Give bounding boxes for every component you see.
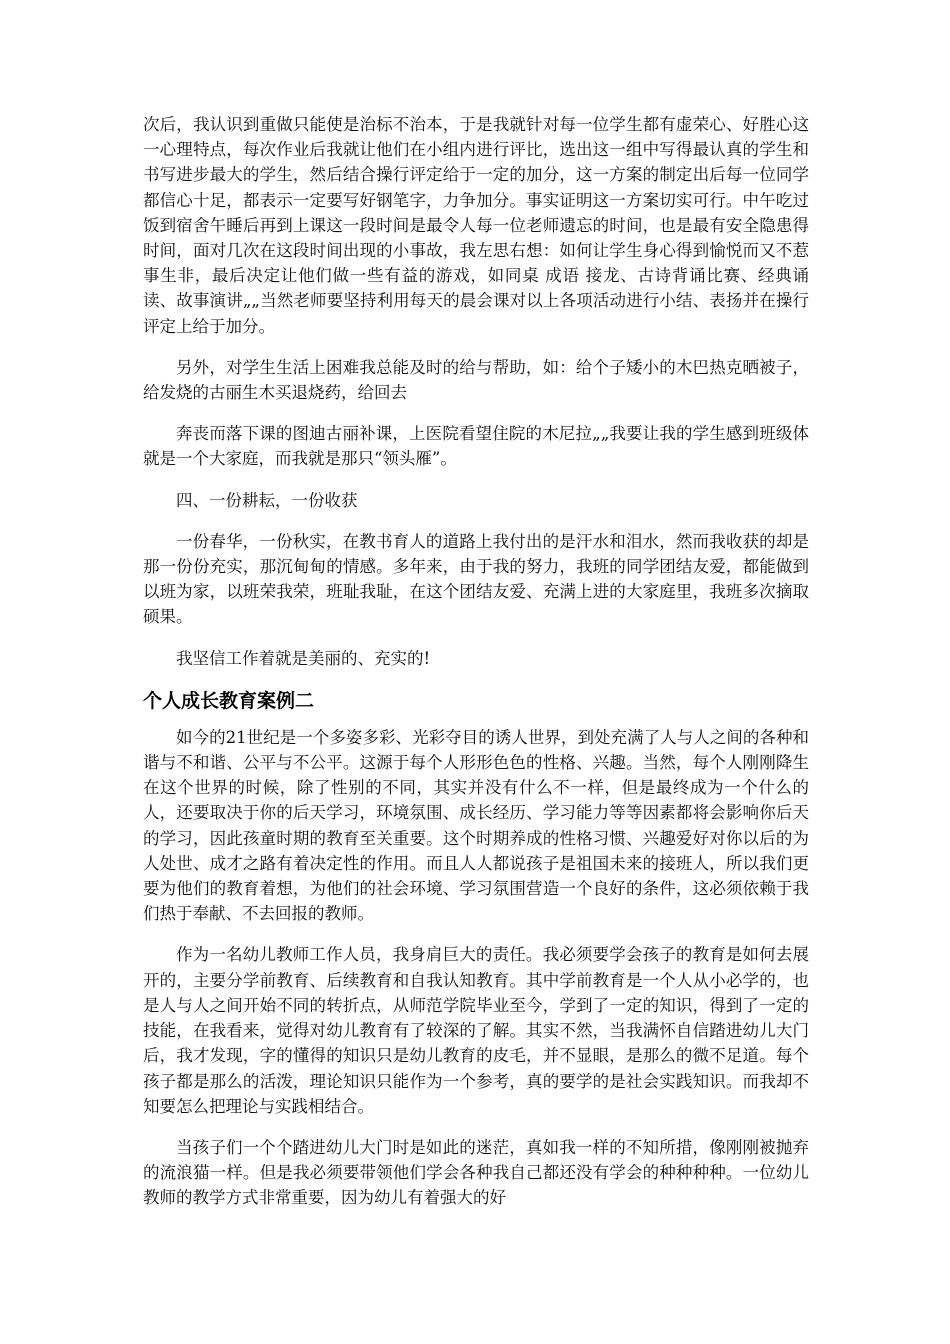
paragraph: 作为一名幼儿教师工作人员，我身肩巨大的责任。我必须要学会孩子的教育是如何去展开的，主要分学前教育、后续教育和自我认知教育。其中学前教育是一个人从小必学的，也是人与人之间开始不同的转折点，从师范学院毕业至今，学到了一定的知识，得到了一定的技能，在我看来，觉得对幼儿教育有了较深的了解。其实不然，当我满怀自信踏进幼儿大门后，我才发现，字的懂得的知识只是幼儿教育的皮毛，并不显眼，是那么的微不足道。每个孩子都是那么的活泼，理论知识只能作为一个参考，真的要学的是社会实践知识。而我却不知要怎么把理论与实践相结合。 <box>143 945 809 1116</box>
paragraph: 当孩子们一个个踏进幼儿大门时是如此的迷茫，真如我一样的不知所措，像刚刚被抛弃的流浪猫一样。但是我必须要带领他们学会各种我自己都还没有学会的种种种种。一位幼儿教师的教学方式非常重要，因为幼儿有着强大的好 <box>143 1137 809 1208</box>
paragraph: 如今的21世纪是一个多姿多彩、光彩夺目的诱人世界，到处充满了人与人之间的各种和谐与不和谐、公平与不公平。这源于每个人形形色色的性格、兴趣。当然，每个人刚刚降生在这个世界的时候，除了性别的不同，其实并没有什么不一样，但是最终成为一个什么的人，还要取决于你的后天学习，环境氛围、成长经历、学习能力等等因素都将会影响你后天的学习，因此孩童时期的教育至关重要。这个时期养成的性格习惯、兴趣爱好对你以后的为人处世、成才之路有着决定性的作用。而且人人都说孩子是祖国未来的接班人，所以我们更要为他们的教育着想，为他们的社会环境、学习氛围营造一个良好的条件，这必须依赖于我们热于奉献、不去回报的教师。 <box>143 727 809 924</box>
paragraph: 一份春华，一份秋实，在教书育人的道路上我付出的是汗水和泪水，然而我收获的却是那一份份充实，那沉甸甸的情感。多年来，由于我的努力，我班的同学团结友爱，都能做到以班为家，以班荣我荣，班耻我耻，在这个团结友爱、充满上进的大家庭里，我班多次摘取硕果。 <box>143 531 809 627</box>
paragraph: 另外，对学生生活上困难我总能及时的给与帮助，如：给个子矮小的木巴热克晒被子，给发烧的古丽生木买退烧药，给回去 <box>143 357 809 403</box>
paragraph: 我坚信工作着就是美丽的、充实的! <box>176 648 431 668</box>
section-subheading: 四、一份耕耘，一份收获 <box>176 490 358 510</box>
paragraph: 次后，我认识到重做只能使是治标不治本，于是我就针对每一位学生都有虚荣心、好胜心这一心理特点，每次作业后我就让他们在小组内进行评比，选出这一组中写得最认真的学生和书写进步最大的学生，然后结合操行评定给于一定的加分，这一方案的制定出后每一位同学都信心十足，都表示一定要写好钢笔字，力争加分。事实证明这一方案切实可行。中午吃过饭到宿舍午睡后再到上课这一段时间是最令人每一位老师遗忘的时间，也是最有安全隐患得时间，面对几次在这段时间出现的小事故，我左思右想：如何让学生身心得到愉悦而又不惹事生非，最后决定让他们做一些有益的游戏，如同桌 成语 接龙、古诗背诵比赛、经典诵读、故事演讲„„当然老师要坚持利用每天的晨会课对以上各项活动进行小结、表扬并在操行评定上给于加分。 <box>143 115 809 336</box>
document-page <box>143 112 809 1227</box>
paragraph: 奔丧而落下课的图迪古丽补课，上医院看望住院的木尼拉„„我要让我的学生感到班级体就是一个大家庭，而我就是那只“领头雁”。 <box>143 424 809 469</box>
section-heading: 个人成长教育案例二 <box>143 689 315 712</box>
